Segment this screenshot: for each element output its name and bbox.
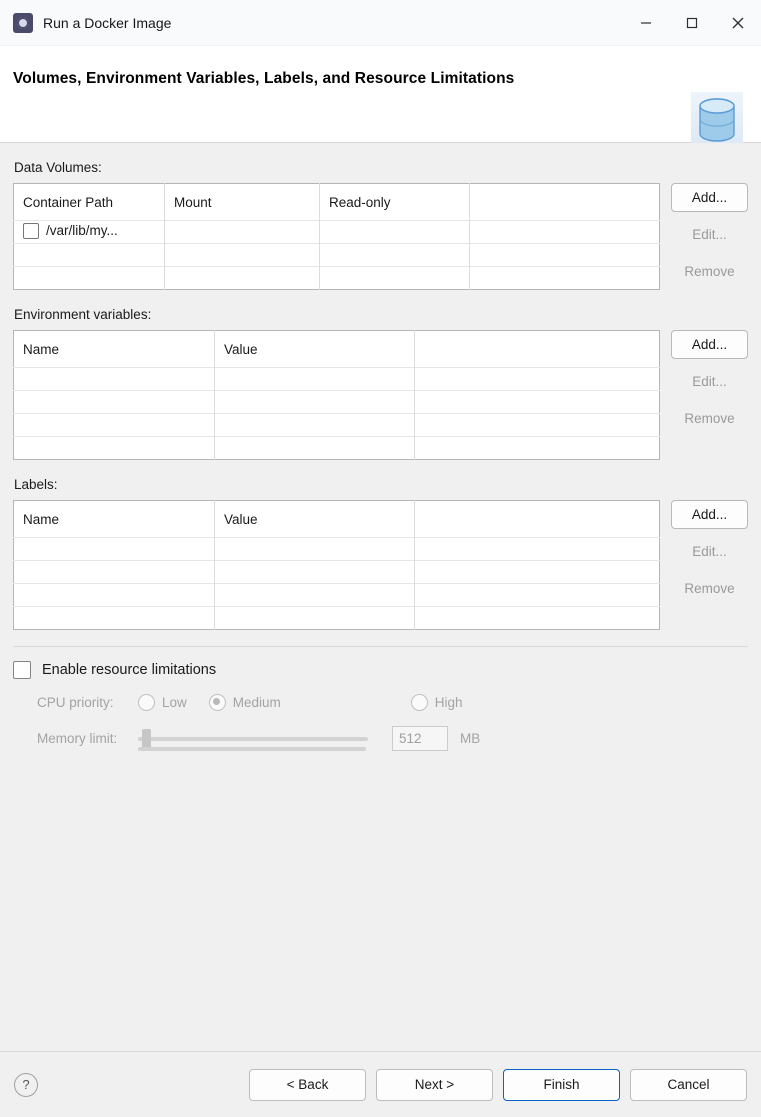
empty-cell[interactable] (14, 414, 215, 437)
cpu-priority-low-label: Low (162, 695, 187, 710)
cpu-priority-label: CPU priority: (37, 695, 114, 710)
labels-section (13, 500, 748, 630)
table-row[interactable] (14, 607, 660, 630)
empty-cell[interactable] (415, 607, 660, 630)
container-path-cell[interactable] (14, 221, 165, 244)
empty-cell[interactable] (320, 244, 470, 267)
enable-resource-limitations-row[interactable] (13, 661, 748, 679)
environment-variables-add-button[interactable]: Add... (671, 330, 748, 359)
column-header[interactable]: Name (14, 331, 215, 368)
container-path-value: /var/lib/my... (46, 223, 118, 238)
table-header-row (14, 331, 660, 368)
memory-limit-unit: MB (460, 731, 481, 746)
database-cylinder-icon (696, 97, 738, 145)
data-volumes-edit-button: Edit... (692, 227, 727, 242)
empty-cell[interactable] (14, 561, 215, 584)
empty-cell[interactable] (470, 244, 660, 267)
column-header[interactable] (415, 331, 660, 368)
close-button[interactable] (715, 0, 761, 45)
table-row[interactable] (14, 561, 660, 584)
empty-cell[interactable] (215, 437, 415, 460)
column-header[interactable]: Read-only (320, 184, 470, 221)
labels-label: Labels: (14, 477, 58, 492)
memory-limit-input: 512 (392, 726, 448, 751)
help-icon[interactable]: ? (14, 1073, 38, 1097)
table-header-row (14, 501, 660, 538)
mount-cell[interactable] (165, 221, 320, 244)
empty-cell[interactable] (14, 391, 215, 414)
column-header[interactable] (415, 501, 660, 538)
labels-remove-button: Remove (684, 581, 735, 596)
table-row[interactable] (14, 391, 660, 414)
empty-cell[interactable] (14, 437, 215, 460)
column-header[interactable]: Container Path (14, 184, 165, 221)
next-button[interactable]: Next > (376, 1069, 493, 1101)
minimize-button[interactable] (623, 0, 669, 45)
table-row[interactable] (14, 584, 660, 607)
read-only-cell[interactable] (320, 221, 470, 244)
radio-icon (138, 694, 155, 711)
cpu-priority-medium-option (209, 694, 281, 711)
empty-cell[interactable] (415, 538, 660, 561)
data-volumes-label: Data Volumes: (14, 160, 102, 175)
table-row[interactable] (14, 368, 660, 391)
table-row[interactable] (14, 538, 660, 561)
page-title: Volumes, Environment Variables, Labels, and Resource Limitations (13, 70, 515, 87)
memory-limit-label: Memory limit: (37, 731, 118, 746)
table-row[interactable] (14, 244, 660, 267)
cpu-priority-high-option (411, 694, 463, 711)
empty-cell[interactable] (215, 391, 415, 414)
empty-cell[interactable] (165, 244, 320, 267)
empty-cell[interactable] (14, 267, 165, 290)
slider-thumb (142, 729, 151, 749)
table-row[interactable] (14, 221, 660, 244)
labels-buttons (671, 500, 748, 603)
empty-cell[interactable] (415, 561, 660, 584)
resource-divider (13, 646, 748, 647)
table-row[interactable] (14, 414, 660, 437)
environment-variables-edit-button: Edit... (692, 374, 727, 389)
data-volumes-buttons (671, 183, 748, 286)
data-volumes-remove-button: Remove (684, 264, 735, 279)
column-header[interactable] (470, 184, 660, 221)
dialog-footer (0, 1051, 761, 1117)
data-volumes-section (13, 183, 748, 290)
labels-add-button[interactable]: Add... (671, 500, 748, 529)
empty-cell[interactable] (165, 267, 320, 290)
empty-cell[interactable] (215, 584, 415, 607)
table-header-row (14, 184, 660, 221)
title-bar (0, 0, 761, 46)
empty-cell[interactable] (320, 267, 470, 290)
docker-icon (13, 13, 33, 33)
empty-cell[interactable] (415, 368, 660, 391)
empty-cell[interactable] (215, 368, 415, 391)
data-volumes-table[interactable] (13, 183, 660, 290)
enable-resource-limitations-label: Enable resource limitations (42, 662, 217, 678)
empty-cell[interactable] (415, 437, 660, 460)
enable-resource-limitations-checkbox[interactable] (13, 661, 31, 679)
column-header[interactable]: Value (215, 501, 415, 538)
empty-cell[interactable] (215, 607, 415, 630)
empty-cell[interactable] (215, 538, 415, 561)
empty-cell[interactable] (14, 584, 215, 607)
environment-variables-table[interactable] (13, 330, 660, 460)
memory-limit-row (13, 726, 748, 751)
empty-cell[interactable] (215, 561, 415, 584)
empty-cell[interactable] (14, 244, 165, 267)
window-title: Run a Docker Image (43, 14, 172, 31)
cpu-priority-low-option (138, 694, 187, 711)
environment-variables-buttons (671, 330, 748, 433)
empty-cell[interactable] (415, 414, 660, 437)
empty-cell[interactable] (415, 391, 660, 414)
finish-button[interactable]: Finish (503, 1069, 620, 1101)
labels-edit-button: Edit... (692, 544, 727, 559)
radio-selected-icon (209, 694, 226, 711)
dialog-body (0, 143, 761, 1051)
radio-icon (411, 694, 428, 711)
back-button[interactable]: < Back (249, 1069, 366, 1101)
empty-cell[interactable] (215, 414, 415, 437)
data-volumes-add-button[interactable]: Add... (671, 183, 748, 212)
cancel-button[interactable]: Cancel (630, 1069, 747, 1101)
labels-table[interactable] (13, 500, 660, 630)
memory-limit-slider (138, 729, 368, 749)
column-header[interactable]: Mount (165, 184, 320, 221)
cpu-priority-row (13, 694, 748, 711)
row-checkbox[interactable] (23, 223, 39, 239)
table-row[interactable] (14, 437, 660, 460)
environment-variables-label: Environment variables: (14, 307, 152, 322)
maximize-button[interactable] (669, 0, 715, 45)
empty-cell[interactable] (415, 584, 660, 607)
environment-variables-remove-button: Remove (684, 411, 735, 426)
environment-variables-section (13, 330, 748, 460)
table-row[interactable] (14, 267, 660, 290)
slider-track-secondary (138, 747, 366, 751)
cpu-priority-medium-label: Medium (232, 695, 281, 710)
cpu-priority-high-label: High (434, 695, 463, 710)
empty-cell[interactable] (14, 368, 215, 391)
empty-cell[interactable] (14, 538, 215, 561)
column-header[interactable]: Name (14, 501, 215, 538)
empty-cell[interactable] (14, 607, 215, 630)
wizard-header (0, 46, 761, 143)
slider-track (138, 737, 368, 741)
empty-cell[interactable] (470, 267, 660, 290)
extra-cell[interactable] (470, 221, 660, 244)
column-header[interactable]: Value (215, 331, 415, 368)
